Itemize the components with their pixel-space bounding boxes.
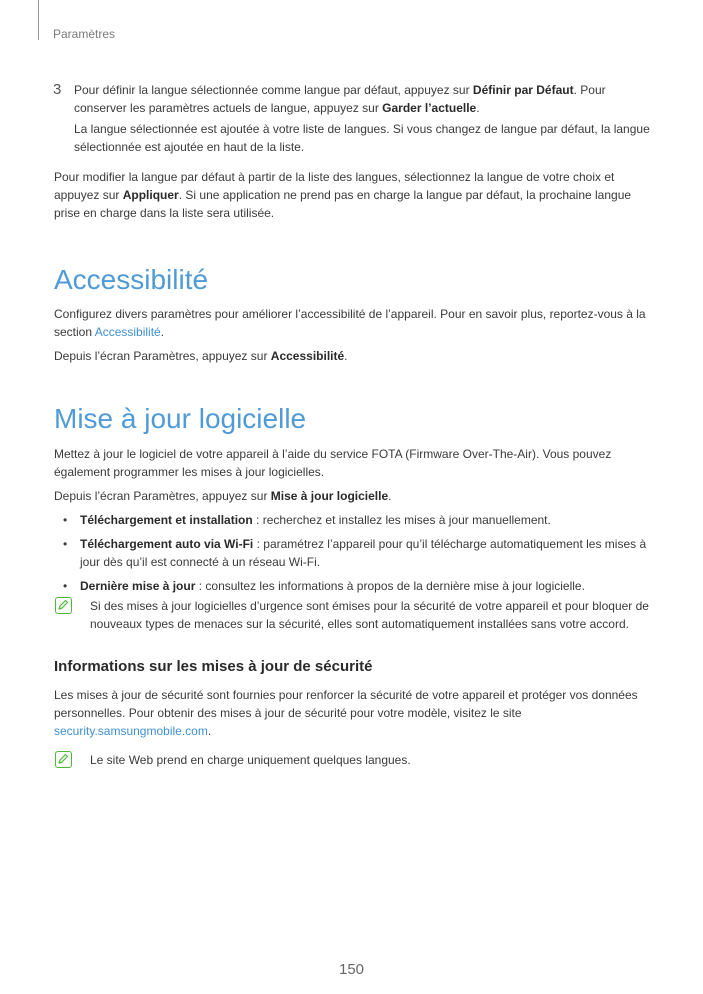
step-3-text-c: . Pour conserver les paramètres actuels de langue, appuyez sur <box>74 83 606 115</box>
accessibility-menu-label: Accessibilité <box>270 349 345 363</box>
option-term: Dernière mise à jour <box>80 579 196 593</box>
bullet: • <box>63 513 68 527</box>
software-update-path <box>54 487 650 505</box>
modify-text-a: Pour modifier la langue par défaut à partir de la liste des langues, sélectionnez la langue de votre choix et appuyez sur <box>54 170 615 202</box>
list-item <box>54 511 650 529</box>
step-3-detail: La langue sélectionnée est ajoutée à votre liste de langues. Si vous changez de langue par défaut, la langue sélectionnée est ajoutée en haut de la liste. <box>74 122 650 154</box>
option-term: Téléchargement et installation <box>80 513 253 527</box>
accessibility-heading: Accessibilité <box>54 264 209 295</box>
modify-text-c: . Si une application ne prend pas en charge la langue par défaut, la prochaine langue prise en charge dans la liste sera utilisée. <box>54 188 632 220</box>
security-updates-heading: Informations sur les mises à jour de sécurité <box>54 658 373 675</box>
security-updates-text: Les mises à jour de sécurité sont fournies pour renforcer la sécurité de votre appareil et protéger vos données personnelles. Pour obtenir des mises à jour de sécurité pour votre modèle, visitez le site <box>54 688 638 720</box>
accessibility-intro-text: Configurez divers paramètres pour améliorer l’accessibilité de l’appareil. Pour en savoir plus, reportez-vous à la section <box>54 307 646 339</box>
option-text: : consultez les informations à propos de la dernière mise à jour logicielle. <box>195 579 585 593</box>
note-icon <box>55 751 72 768</box>
security-updates-body <box>54 686 650 740</box>
step-number: 3 <box>53 81 62 98</box>
software-update-intro: Mettez à jour le logiciel de votre appareil à l’aide du service FOTA (Firmware Over-The-Air). Vous pouvez également programmer les mises à jour logicielles. <box>54 447 612 479</box>
modify-language-paragraph <box>54 168 650 222</box>
urgent-update-note-text: Si des mises à jour logicielles d’urgence sont émises pour la sécurité de votre appareil et pour bloquer de nouveaux types de menaces sur la sécurité, elles sont automatiquement installées sans votre accord. <box>90 599 649 631</box>
note-icon <box>55 597 72 614</box>
bullet: • <box>63 537 68 551</box>
accessibility-intro-end: . <box>160 325 165 339</box>
bullet: • <box>63 579 68 593</box>
step-3-text <box>74 81 650 117</box>
accessibility-path-end: . <box>344 349 348 363</box>
step-3-text-a: Pour définir la langue sélectionnée comme langue par défaut, appuyez sur <box>74 83 473 97</box>
software-update-menu-label: Mise à jour logicielle <box>270 489 389 503</box>
software-update-path-text: Depuis l’écran Paramètres, appuyez sur <box>54 489 271 503</box>
security-site-link[interactable]: security.samsungmobile.com <box>54 724 208 738</box>
keep-current-label: Garder l’actuelle <box>382 101 477 115</box>
list-item <box>54 577 650 595</box>
set-default-label: Définir par Défaut <box>472 83 574 97</box>
website-language-note <box>54 751 650 769</box>
website-language-note-text: Le site Web prend en charge uniquement quelques langues. <box>90 753 411 767</box>
accessibility-path-text: Depuis l’écran Paramètres, appuyez sur <box>54 349 271 363</box>
page-content <box>54 81 650 769</box>
software-update-heading: Mise à jour logicielle <box>54 403 307 434</box>
option-text: : paramétrez l’appareil pour qu’il télécharge automatiquement les mises à jour dès qu’il est connecté à un réseau Wi-Fi. <box>80 537 647 569</box>
accessibility-intro <box>54 305 650 341</box>
software-update-path-end: . <box>388 489 392 503</box>
urgent-update-note <box>54 597 650 633</box>
page-number: 150 <box>338 961 365 978</box>
option-text: : recherchez et installez les mises à jour manuellement. <box>252 513 551 527</box>
step-3 <box>54 81 650 156</box>
accessibility-link[interactable]: Accessibilité <box>94 325 161 339</box>
step-3-text-e: . <box>476 101 480 115</box>
header-divider <box>38 0 39 40</box>
apply-label: Appliquer <box>122 188 179 202</box>
option-term: Téléchargement auto via Wi-Fi <box>80 537 254 551</box>
section-label: Paramètres <box>53 27 116 41</box>
software-update-options <box>54 511 650 595</box>
accessibility-path <box>54 347 650 365</box>
security-updates-end: . <box>207 724 212 738</box>
list-item <box>54 535 650 571</box>
